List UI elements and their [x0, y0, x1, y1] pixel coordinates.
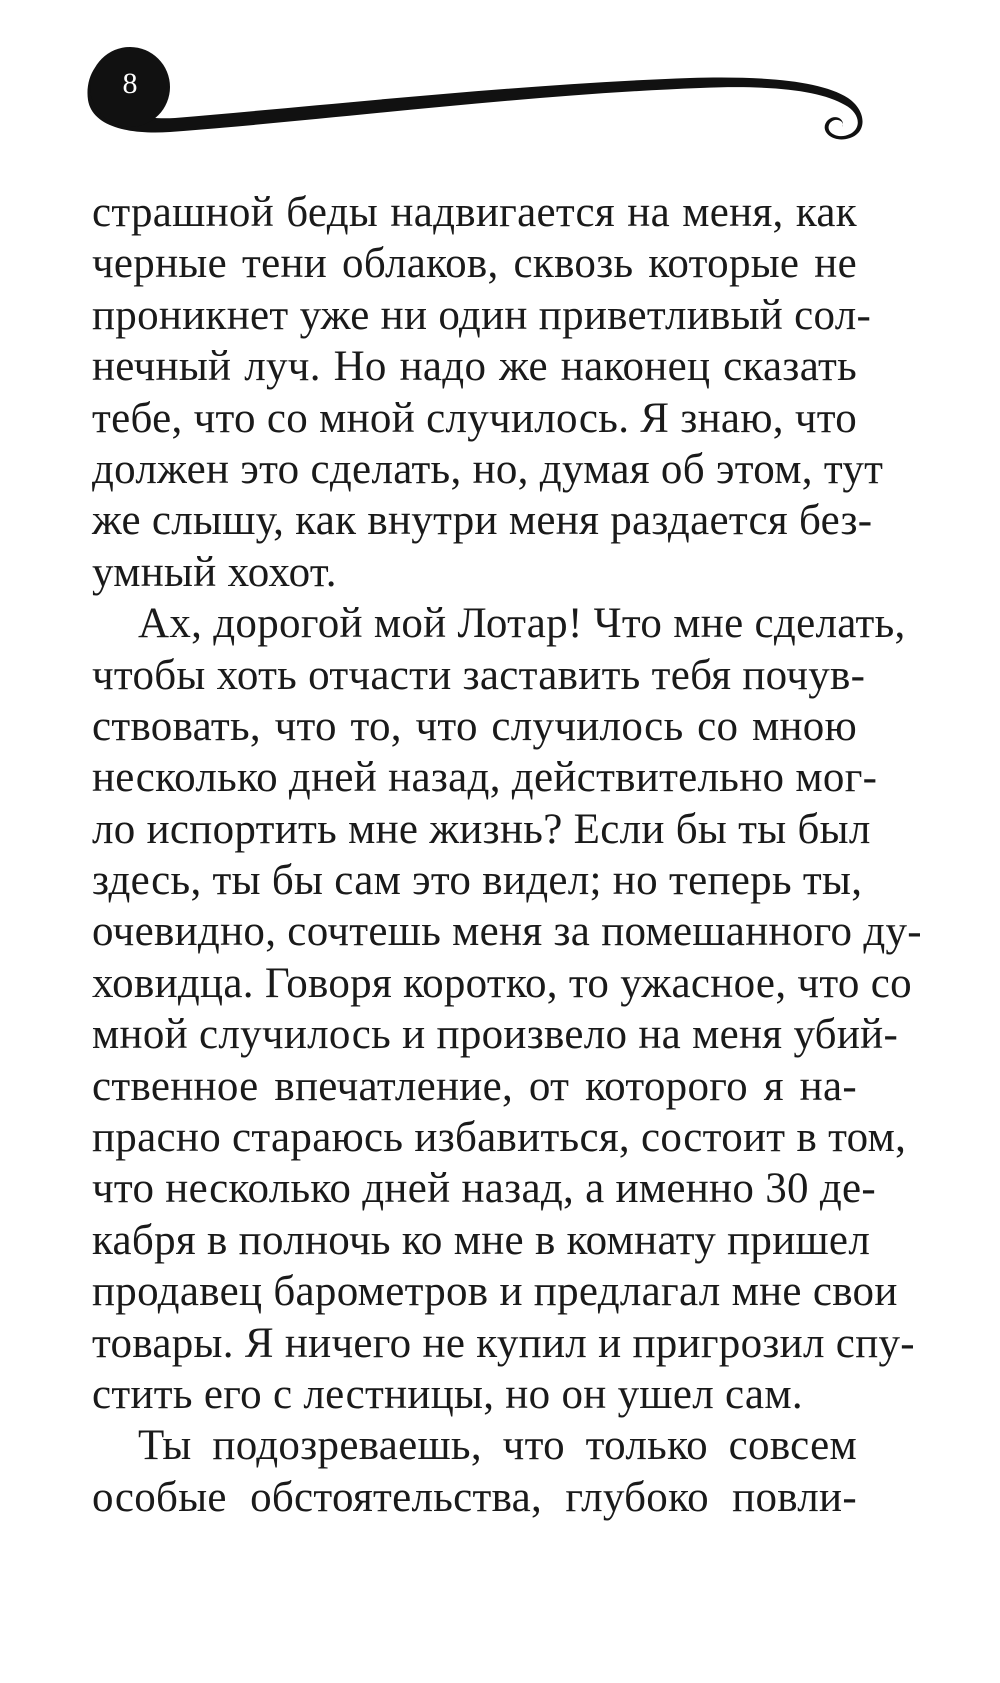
text-line: ло испортить мне жизнь? Если бы ты был: [92, 805, 871, 853]
text-line: Ты подозреваешь, что только совсем: [138, 1422, 857, 1470]
text-line: что несколько дней назад, а именно 30 де-: [92, 1165, 877, 1213]
text-line: особые обстоятельства, глубоко повли-: [92, 1473, 857, 1521]
text-line: же слышу, как внутри меня раздается без-: [92, 497, 873, 545]
text-line: черные тени облаков, сквозь которые не: [92, 240, 857, 288]
body-text: [92, 187, 922, 1523]
text-line: ственное впечатление, от которого я на-: [92, 1062, 857, 1110]
text-line: ховидца. Говоря коротко, то ужасное, что со: [92, 959, 912, 1007]
text-line: нечный луч. Но надо же наконец сказать: [92, 343, 857, 391]
text-line: Ах, дорогой мой Лотар! Что мне сделать,: [138, 600, 906, 648]
page-number: 8: [122, 67, 138, 100]
text-line: кабря в полночь ко мне в комнату пришел: [92, 1216, 871, 1264]
page-header: [0, 0, 1000, 170]
text-line: страшной беды надвигается на меня, как: [92, 189, 857, 236]
text-line: чтобы хоть отчасти заставить тебя почув-: [92, 651, 866, 699]
text-line: ствовать, что то, что случилось со мною: [92, 702, 857, 750]
text-line: умный хохот.: [92, 548, 337, 596]
text-line: тебе, что со мной случилось. Я знаю, что: [92, 394, 858, 442]
text-line: несколько дней назад, действительно мог-: [92, 754, 878, 802]
text-line: товары. Я ничего не купил и пригрозил спу-: [92, 1319, 915, 1367]
text-line: стить его с лестницы, но он ушел сам.: [92, 1370, 803, 1418]
text-line: проникнет уже ни один приветливый сол-: [92, 291, 872, 339]
text-line: мной случилось и произвело на меня убий-: [92, 1011, 899, 1059]
text-line: очевидно, сочтешь меня за помешанного ду-: [92, 908, 922, 956]
text-line: продавец барометров и предлагал мне свои: [92, 1268, 898, 1316]
text-line: прасно стараюсь избавиться, состоит в том,: [92, 1114, 907, 1162]
text-line: должен это сделать, но, думая об этом, тут: [92, 445, 884, 493]
text-line: здесь, ты бы сам это видел; но теперь ты,: [92, 857, 863, 905]
